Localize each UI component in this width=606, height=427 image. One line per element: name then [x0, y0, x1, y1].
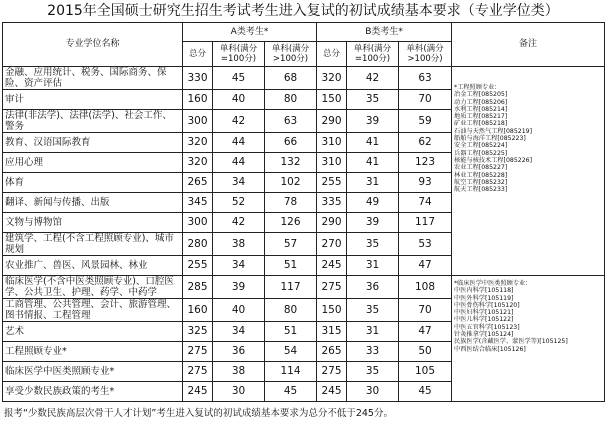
a-single-100: 39	[213, 276, 265, 299]
a-single-100: 30	[213, 382, 265, 402]
a-total: 160	[183, 299, 213, 322]
b-single-gt100: 93	[399, 173, 452, 193]
a-total: 280	[183, 233, 213, 256]
row-name: 艺术	[3, 322, 183, 342]
a-total: 265	[183, 173, 213, 193]
note-engineering-title: *工程照顾专业：	[454, 84, 501, 91]
b-single-100: 31	[347, 322, 399, 342]
note-engineering-item: 核能与核技术工程[085226]	[454, 156, 532, 164]
note-engineering-item: 动力工程[085206]	[454, 98, 508, 106]
b-total: 150	[317, 90, 347, 110]
a-total: 325	[183, 322, 213, 342]
table-row	[3, 67, 605, 90]
b-single-gt100: 53	[399, 233, 452, 256]
b-single-gt100: 47	[399, 322, 452, 342]
b-total: 335	[317, 193, 347, 213]
b-single-gt100: 70	[399, 90, 452, 110]
b-single-gt100: 74	[399, 193, 452, 213]
note-medicine-item: 针灸推拿学[105124]	[454, 331, 514, 339]
a-single-100: 38	[213, 233, 265, 256]
row-name: 体育	[3, 173, 183, 193]
a-total: 300	[183, 110, 213, 133]
b-single-gt100: 123	[399, 153, 452, 173]
note-medicine-title: *临床医学中医类照顾专业：	[454, 280, 532, 287]
b-single-100: 33	[347, 342, 399, 362]
a-total: 320	[183, 153, 213, 173]
b-single-100: 42	[347, 67, 399, 90]
a-total: 345	[183, 193, 213, 213]
a-single-gt100: 54	[265, 342, 317, 362]
a-total: 285	[183, 276, 213, 299]
footnote: 报考“少数民族高层次骨干人才计划”考生进入复试的初试成绩基本要求为总分不低于245分。	[4, 408, 393, 419]
note-medicine-item: 中医外科学[105119]	[454, 294, 514, 302]
a-single-100: 36	[213, 342, 265, 362]
a-single-gt100: 117	[265, 276, 317, 299]
b-total: 245	[317, 382, 347, 402]
header-group-a: A类考生*	[183, 23, 317, 42]
row-name: 工程照顾专业*	[3, 342, 183, 362]
a-total: 320	[183, 133, 213, 153]
b-single-100: 31	[347, 256, 399, 276]
row-name: 临床医学(不含中医类照顾专业)、口腔医学、公共卫生、护理、药学、中药学	[3, 276, 183, 299]
a-single-gt100: 45	[265, 382, 317, 402]
b-single-gt100: 70	[399, 299, 452, 322]
b-total: 320	[317, 67, 347, 90]
note-medicine	[452, 276, 605, 402]
a-total: 275	[183, 362, 213, 382]
a-single-100: 38	[213, 362, 265, 382]
header-name: 专业学位名称	[3, 23, 183, 67]
score-table	[2, 22, 605, 402]
note-engineering-item: 水利工程[085214]	[454, 105, 508, 113]
note-medicine-item: 民族医学(含藏医学、蒙医学等)[105125]	[454, 338, 568, 346]
a-single-gt100: 78	[265, 193, 317, 213]
note-engineering-item: 林业工程[085228]	[454, 171, 508, 179]
b-single-gt100: 105	[399, 362, 452, 382]
b-single-gt100: 50	[399, 342, 452, 362]
note-medicine-item: 中医骨伤科学[105120]	[454, 301, 520, 309]
a-single-gt100: 51	[265, 322, 317, 342]
header-b-single-gt100: 单科(满分>100分)	[399, 42, 452, 67]
a-single-gt100: 80	[265, 299, 317, 322]
note-engineering-item: 兵器工程[085225]	[454, 149, 508, 157]
b-single-100: 36	[347, 276, 399, 299]
b-total: 265	[317, 342, 347, 362]
b-single-gt100: 47	[399, 256, 452, 276]
note-medicine-item: 中医内科学[105118]	[454, 287, 514, 295]
b-single-gt100: 59	[399, 110, 452, 133]
a-total: 330	[183, 67, 213, 90]
note-engineering-item: 安全工程[085224]	[454, 142, 508, 150]
note-engineering-item: 航天工程[085233]	[454, 186, 508, 194]
row-name: 建筑学、工程(不含工程照顾专业)、城市规划	[3, 233, 183, 256]
b-single-100: 35	[347, 90, 399, 110]
row-name: 翻译、新闻与传播、出版	[3, 193, 183, 213]
b-single-100: 41	[347, 153, 399, 173]
b-total: 315	[317, 322, 347, 342]
a-single-100: 44	[213, 153, 265, 173]
b-single-gt100: 117	[399, 213, 452, 233]
a-single-100: 45	[213, 67, 265, 90]
row-name: 工商管理、公共管理、会计、旅游管理、图书情报、工程管理	[3, 299, 183, 322]
b-single-gt100: 45	[399, 382, 452, 402]
a-single-gt100: 114	[265, 362, 317, 382]
b-total: 150	[317, 299, 347, 322]
row-name: 法律(非法学)、法律(法学)、社会工作、警务	[3, 110, 183, 133]
b-total: 310	[317, 133, 347, 153]
b-total: 290	[317, 213, 347, 233]
a-single-gt100: 51	[265, 256, 317, 276]
header-note: 备注	[452, 23, 605, 67]
note-engineering-item: 航空工程[085232]	[454, 178, 508, 186]
b-single-100: 39	[347, 110, 399, 133]
a-single-100: 52	[213, 193, 265, 213]
header-a-single-gt100: 单科(满分>100分)	[265, 42, 317, 67]
a-total: 245	[183, 382, 213, 402]
b-total: 255	[317, 173, 347, 193]
b-single-100: 39	[347, 213, 399, 233]
row-name: 农业推广、兽医、风景园林、林业	[3, 256, 183, 276]
header-a-single-100: 单科(满分=100分)	[213, 42, 265, 67]
a-single-gt100: 57	[265, 233, 317, 256]
note-engineering-item: 石油与天然气工程[085219]	[454, 127, 532, 135]
a-single-100: 40	[213, 90, 265, 110]
b-total: 310	[317, 153, 347, 173]
a-total: 300	[183, 213, 213, 233]
a-total: 255	[183, 256, 213, 276]
a-single-100: 34	[213, 173, 265, 193]
b-single-gt100: 108	[399, 276, 452, 299]
note-engineering-item: 矿业工程[085218]	[454, 120, 508, 128]
table-row	[3, 276, 605, 299]
row-name: 金融、应用统计、税务、国际商务、保险、资产评估	[3, 67, 183, 90]
a-single-gt100: 63	[265, 110, 317, 133]
note-engineering	[452, 67, 605, 276]
a-single-gt100: 66	[265, 133, 317, 153]
b-total: 245	[317, 256, 347, 276]
note-medicine-item: 中医五官科学[105123]	[454, 323, 520, 331]
b-single-gt100: 62	[399, 133, 452, 153]
a-single-gt100: 68	[265, 67, 317, 90]
header-b-total: 总分	[317, 42, 347, 67]
b-total: 275	[317, 276, 347, 299]
note-engineering-item: 船舶与海洋工程[085223]	[454, 135, 526, 143]
b-single-100: 31	[347, 173, 399, 193]
row-name: 应用心理	[3, 153, 183, 173]
b-single-100: 41	[347, 133, 399, 153]
row-name: 享受少数民族政策的考生*	[3, 382, 183, 402]
note-medicine-item: 中医妇科学[105121]	[454, 309, 514, 317]
header-a-total: 总分	[183, 42, 213, 67]
header-b-single-100: 单科(满分=100分)	[347, 42, 399, 67]
row-name: 审计	[3, 90, 183, 110]
a-single-100: 42	[213, 213, 265, 233]
a-single-gt100: 126	[265, 213, 317, 233]
a-single-gt100: 132	[265, 153, 317, 173]
a-single-100: 42	[213, 110, 265, 133]
a-total: 160	[183, 90, 213, 110]
note-engineering-item: 农业工程[085227]	[454, 164, 508, 172]
b-single-100: 35	[347, 233, 399, 256]
b-total: 275	[317, 362, 347, 382]
b-single-100: 35	[347, 362, 399, 382]
b-single-100: 35	[347, 299, 399, 322]
header-group-b: B类考生*	[317, 23, 452, 42]
a-single-100: 34	[213, 322, 265, 342]
row-name: 临床医学中医类照顾专业*	[3, 362, 183, 382]
b-single-100: 49	[347, 193, 399, 213]
note-medicine-item: 中西医结合临床[105126]	[454, 345, 526, 353]
note-engineering-item: 冶金工程[085205]	[454, 91, 508, 99]
a-single-gt100: 102	[265, 173, 317, 193]
a-single-100: 34	[213, 256, 265, 276]
a-single-100: 44	[213, 133, 265, 153]
a-single-gt100: 80	[265, 90, 317, 110]
row-name: 文物与博物馆	[3, 213, 183, 233]
b-total: 270	[317, 233, 347, 256]
a-total: 275	[183, 342, 213, 362]
b-single-100: 30	[347, 382, 399, 402]
b-total: 290	[317, 110, 347, 133]
page-title: 2015年全国硕士研究生招生考试考生进入复试的初试成绩基本要求（专业学位类）	[47, 3, 559, 19]
b-single-gt100: 63	[399, 67, 452, 90]
row-name: 教育、汉语国际教育	[3, 133, 183, 153]
note-engineering-item: 地质工程[085217]	[454, 113, 508, 121]
a-single-100: 40	[213, 299, 265, 322]
note-medicine-item: 中医儿科学[105122]	[454, 316, 514, 324]
